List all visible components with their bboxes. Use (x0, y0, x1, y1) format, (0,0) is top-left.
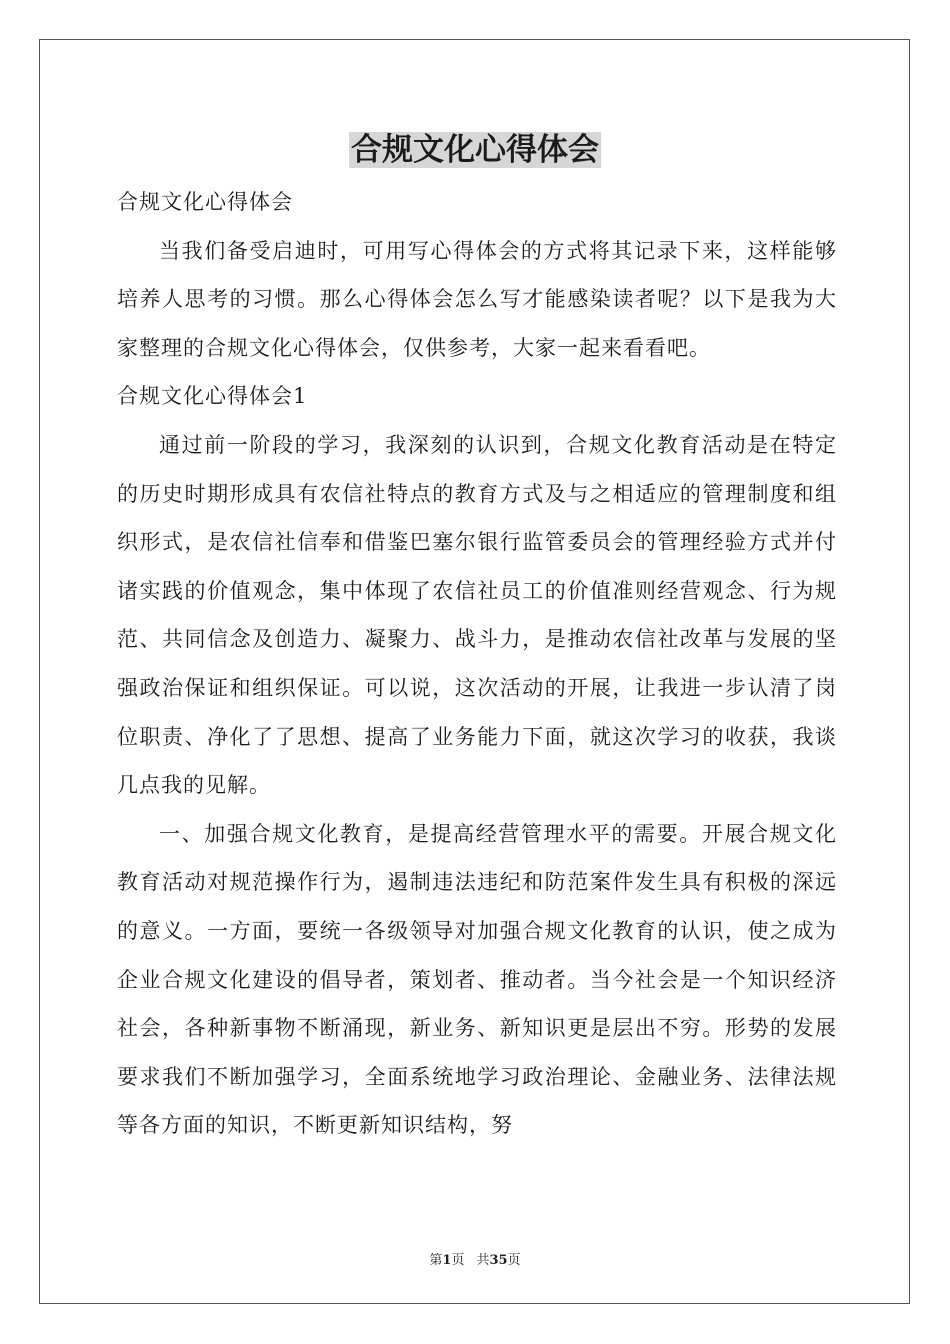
paragraph: 一、加强合规文化教育，是提高经营管理水平的需要。开展合规文化教育活动对规范操作行为，遏制违法违纪和防范案件发生具有积极的深远的意义。一方面，要统一各级领导对加强合规文化教育的认识，使之成为企业合规文化建设的倡导者，策划者、推动者。当今社会是一个知识经济社会，各种新事物不断涌现，新业务、新知识更是层出不穷。形势的发展要求我们不断加强学习，全面系统地学习政治理论、金融业务、法律法规等各方面的知识，不断更新知识结构，努 (117, 821, 837, 1138)
total-pages: 35 (489, 1253, 508, 1268)
document-title (0, 128, 950, 172)
document-body (117, 178, 837, 1150)
total-prefix: 共 (476, 1253, 490, 1268)
page-suffix: 页 (451, 1253, 465, 1268)
paragraph: 当我们备受启迪时，可用写心得体会的方式将其记录下来，这样能够培养人思考的习惯。那么心得体会怎么写才能感染读者呢？以下是我为大家整理的合规文化心得体会，仅供参考，大家一起来看看吧。 (117, 238, 837, 360)
page-footer (0, 1249, 950, 1268)
total-suffix: 页 (507, 1253, 521, 1268)
paragraph: 通过前一阶段的学习，我深刻的认识到，合规文化教育活动是在特定的历史时期形成具有农信社特点的教育方式及与之相适应的管理制度和组织形式，是农信社信奉和借鉴巴塞尔银行监管委员会的管理经验方式并付诸实践的价值观念，集中体现了农信社员工的价值准则经营观念、行为规范、共同信念及创造力、凝聚力、战斗力，是推动农信社改革与发展的坚强政治保证和组织保证。可以说，这次活动的开展，让我进一步认清了岗位职责、净化了了思想、提高了业务能力下面，就这次学习的收获，我谈几点我的见解。 (117, 432, 837, 798)
page-prefix: 第 (429, 1253, 443, 1268)
document-title-text: 合规文化心得体会 (351, 132, 599, 168)
page-number: 1 (442, 1253, 452, 1268)
paragraph: 合规文化心得体会 (117, 190, 293, 214)
paragraph: 合规文化心得体会1 (117, 384, 308, 409)
